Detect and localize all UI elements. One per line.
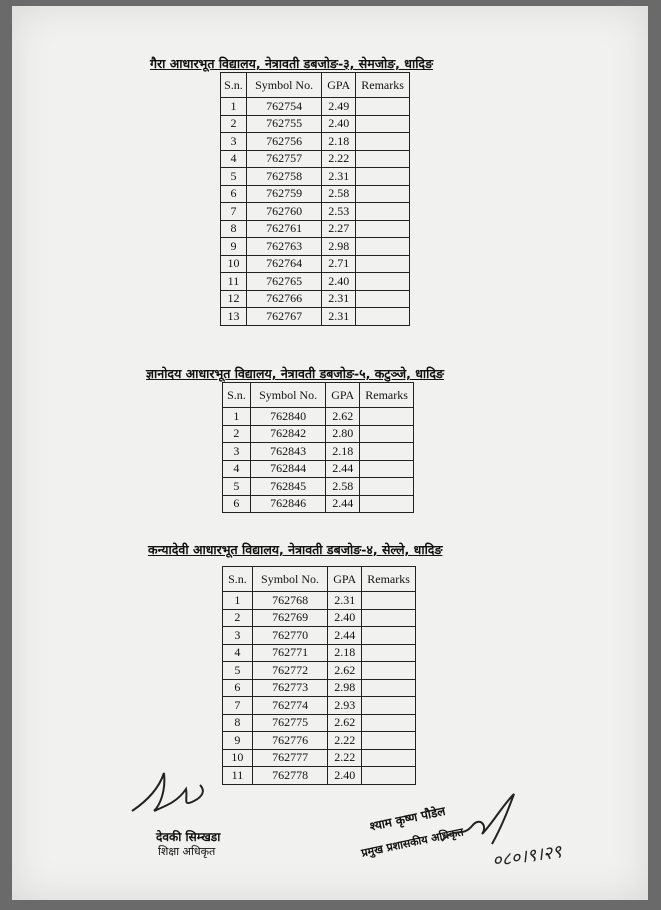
header-remarks: Remarks [356,73,410,98]
symbol-no-cell: 762776 [252,732,327,750]
symbol-no-cell: 762769 [252,609,327,627]
gpa-cell: 2.18 [326,443,360,461]
gpa-cell: 2.98 [322,238,356,256]
header-symbol-no: Symbol No. [250,383,325,408]
symbol-no-cell: 762772 [252,662,327,680]
remarks-cell [356,150,410,168]
table-header-row [223,383,414,408]
table-row [223,495,414,513]
remarks-cell [362,697,416,715]
sn-cell: 1 [223,408,251,426]
signature-date: ०८०।९।२९ [490,841,564,872]
table-row [221,290,410,308]
sn-cell: 4 [221,150,247,168]
symbol-no-cell: 762758 [246,168,321,186]
header-symbol-no: Symbol No. [252,567,327,592]
gpa-cell: 2.80 [326,425,360,443]
gpa-cell: 2.62 [328,714,362,732]
sn-cell: 4 [223,644,253,662]
gpa-cell: 2.40 [322,273,356,291]
table-row [223,714,416,732]
header-gpa: GPA [322,73,356,98]
remarks-cell [356,255,410,273]
remarks-cell [356,168,410,186]
symbol-no-cell: 762843 [250,443,325,461]
gpa-cell: 2.31 [328,592,362,610]
remarks-cell [356,220,410,238]
school-title-1: गैरा आधारभूत विद्यालय, नेत्रावती डबजोङ-३, सेमजोङ, धादिङ [150,56,434,71]
gpa-cell: 2.58 [322,185,356,203]
sn-cell: 11 [221,273,247,291]
table-row [221,98,410,116]
table-row [221,185,410,203]
table-row [221,133,410,151]
gpa-cell: 2.93 [328,697,362,715]
remarks-cell [360,408,414,426]
sn-cell: 9 [223,732,253,750]
gpa-cell: 2.44 [326,460,360,478]
remarks-cell [362,714,416,732]
header-sn: S.n. [223,567,253,592]
gpa-cell: 2.44 [326,495,360,513]
gpa-cell: 2.98 [328,679,362,697]
sn-cell: 7 [221,203,247,221]
table-row [223,425,414,443]
symbol-no-cell: 762771 [252,644,327,662]
sn-cell: 13 [221,308,247,326]
symbol-no-cell: 762773 [252,679,327,697]
header-gpa: GPA [328,567,362,592]
gpa-cell: 2.62 [326,408,360,426]
school-title-3: कन्यादेवी आधारभूत विद्यालय, नेत्रावती डबजोङ-४, सेल्ले, धादिङ [148,542,443,557]
right-signatory-name: श्याम कृष्ण पौडेल [368,803,447,834]
gpa-cell: 2.62 [328,662,362,680]
sn-cell: 6 [221,185,247,203]
header-sn: S.n. [223,383,251,408]
left-signatory-title: शिक्षा अधिकृत [158,845,216,858]
table-row [223,460,414,478]
sn-cell: 2 [223,425,251,443]
symbol-no-cell: 762765 [246,273,321,291]
sn-cell: 1 [221,98,247,116]
sn-cell: 2 [221,115,247,133]
results-table-1 [220,72,410,326]
table-row [223,732,416,750]
gpa-cell: 2.58 [326,478,360,496]
sn-cell: 3 [223,443,251,461]
remarks-cell [362,627,416,645]
gpa-cell: 2.31 [322,308,356,326]
gpa-cell: 2.53 [322,203,356,221]
sn-cell: 12 [221,290,247,308]
remarks-cell [360,460,414,478]
remarks-cell [362,767,416,785]
gpa-cell: 2.44 [328,627,362,645]
sn-cell: 1 [223,592,253,610]
remarks-cell [360,443,414,461]
table-row [223,749,416,767]
table-header-row [223,567,416,592]
table-row [221,150,410,168]
sn-cell: 6 [223,679,253,697]
gpa-cell: 2.22 [322,150,356,168]
gpa-cell: 2.71 [322,255,356,273]
remarks-cell [362,662,416,680]
gpa-cell: 2.49 [322,98,356,116]
remarks-cell [356,290,410,308]
table-row [223,592,416,610]
document-page [12,6,648,900]
sn-cell: 10 [223,749,253,767]
symbol-no-cell: 762761 [246,220,321,238]
table-row [221,238,410,256]
symbol-no-cell: 762755 [246,115,321,133]
sn-cell: 5 [223,478,251,496]
left-signatory-name: देवकी सिम्खडा [156,830,221,844]
remarks-cell [356,115,410,133]
sn-cell: 11 [223,767,253,785]
table-row [223,478,414,496]
sn-cell: 3 [221,133,247,151]
table-row [223,697,416,715]
symbol-no-cell: 762754 [246,98,321,116]
table-row [223,408,414,426]
symbol-no-cell: 762763 [246,238,321,256]
table-row [223,662,416,680]
symbol-no-cell: 762770 [252,627,327,645]
table-row [221,168,410,186]
symbol-no-cell: 762774 [252,697,327,715]
gpa-cell: 2.22 [328,749,362,767]
symbol-no-cell: 762845 [250,478,325,496]
remarks-cell [362,644,416,662]
gpa-cell: 2.40 [322,115,356,133]
remarks-cell [362,749,416,767]
right-signatory-title: प्रमुख प्रशासकीय अधिकृत [360,825,465,860]
header-sn: S.n. [221,73,247,98]
header-gpa: GPA [326,383,360,408]
table-row [223,443,414,461]
symbol-no-cell: 762768 [252,592,327,610]
remarks-cell [360,495,414,513]
sn-cell: 4 [223,460,251,478]
table-row [221,255,410,273]
symbol-no-cell: 762842 [250,425,325,443]
remarks-cell [356,98,410,116]
table-row [223,679,416,697]
sn-cell: 5 [223,662,253,680]
gpa-cell: 2.31 [322,168,356,186]
sn-cell: 10 [221,255,247,273]
sn-cell: 6 [223,495,251,513]
symbol-no-cell: 762767 [246,308,321,326]
symbol-no-cell: 762844 [250,460,325,478]
table-row [223,767,416,785]
symbol-no-cell: 762764 [246,255,321,273]
remarks-cell [362,592,416,610]
remarks-cell [356,273,410,291]
sn-cell: 8 [223,714,253,732]
table-row [221,203,410,221]
symbol-no-cell: 762846 [250,495,325,513]
table-row [223,609,416,627]
remarks-cell [360,425,414,443]
sn-cell: 9 [221,238,247,256]
symbol-no-cell: 762759 [246,185,321,203]
header-remarks: Remarks [360,383,414,408]
gpa-cell: 2.31 [322,290,356,308]
results-table-3 [222,566,416,785]
sn-cell: 5 [221,168,247,186]
gpa-cell: 2.27 [322,220,356,238]
remarks-cell [356,308,410,326]
remarks-cell [362,609,416,627]
remarks-cell [356,133,410,151]
symbol-no-cell: 762840 [250,408,325,426]
left-signature-scribble [124,761,214,821]
table-row [221,273,410,291]
symbol-no-cell: 762756 [246,133,321,151]
table-row [223,644,416,662]
sn-cell: 7 [223,697,253,715]
remarks-cell [356,238,410,256]
table-row [221,115,410,133]
school-title-2: ज्ञानोदय आधारभूत विद्यालय, नेत्रावती डबजोङ-५, कटुञ्जे, धादिङ [146,366,444,381]
table-row [221,308,410,326]
gpa-cell: 2.40 [328,609,362,627]
symbol-no-cell: 762777 [252,749,327,767]
gpa-cell: 2.18 [322,133,356,151]
header-symbol-no: Symbol No. [246,73,321,98]
symbol-no-cell: 762757 [246,150,321,168]
gpa-cell: 2.22 [328,732,362,750]
symbol-no-cell: 762766 [246,290,321,308]
remarks-cell [360,478,414,496]
table-row [223,627,416,645]
sn-cell: 8 [221,220,247,238]
symbol-no-cell: 762775 [252,714,327,732]
remarks-cell [356,203,410,221]
results-table-2 [222,382,414,513]
sn-cell: 2 [223,609,253,627]
remarks-cell [362,732,416,750]
header-remarks: Remarks [362,567,416,592]
sn-cell: 3 [223,627,253,645]
remarks-cell [356,185,410,203]
table-row [221,220,410,238]
gpa-cell: 2.18 [328,644,362,662]
symbol-no-cell: 762760 [246,203,321,221]
symbol-no-cell: 762778 [252,767,327,785]
table-header-row [221,73,410,98]
gpa-cell: 2.40 [328,767,362,785]
remarks-cell [362,679,416,697]
